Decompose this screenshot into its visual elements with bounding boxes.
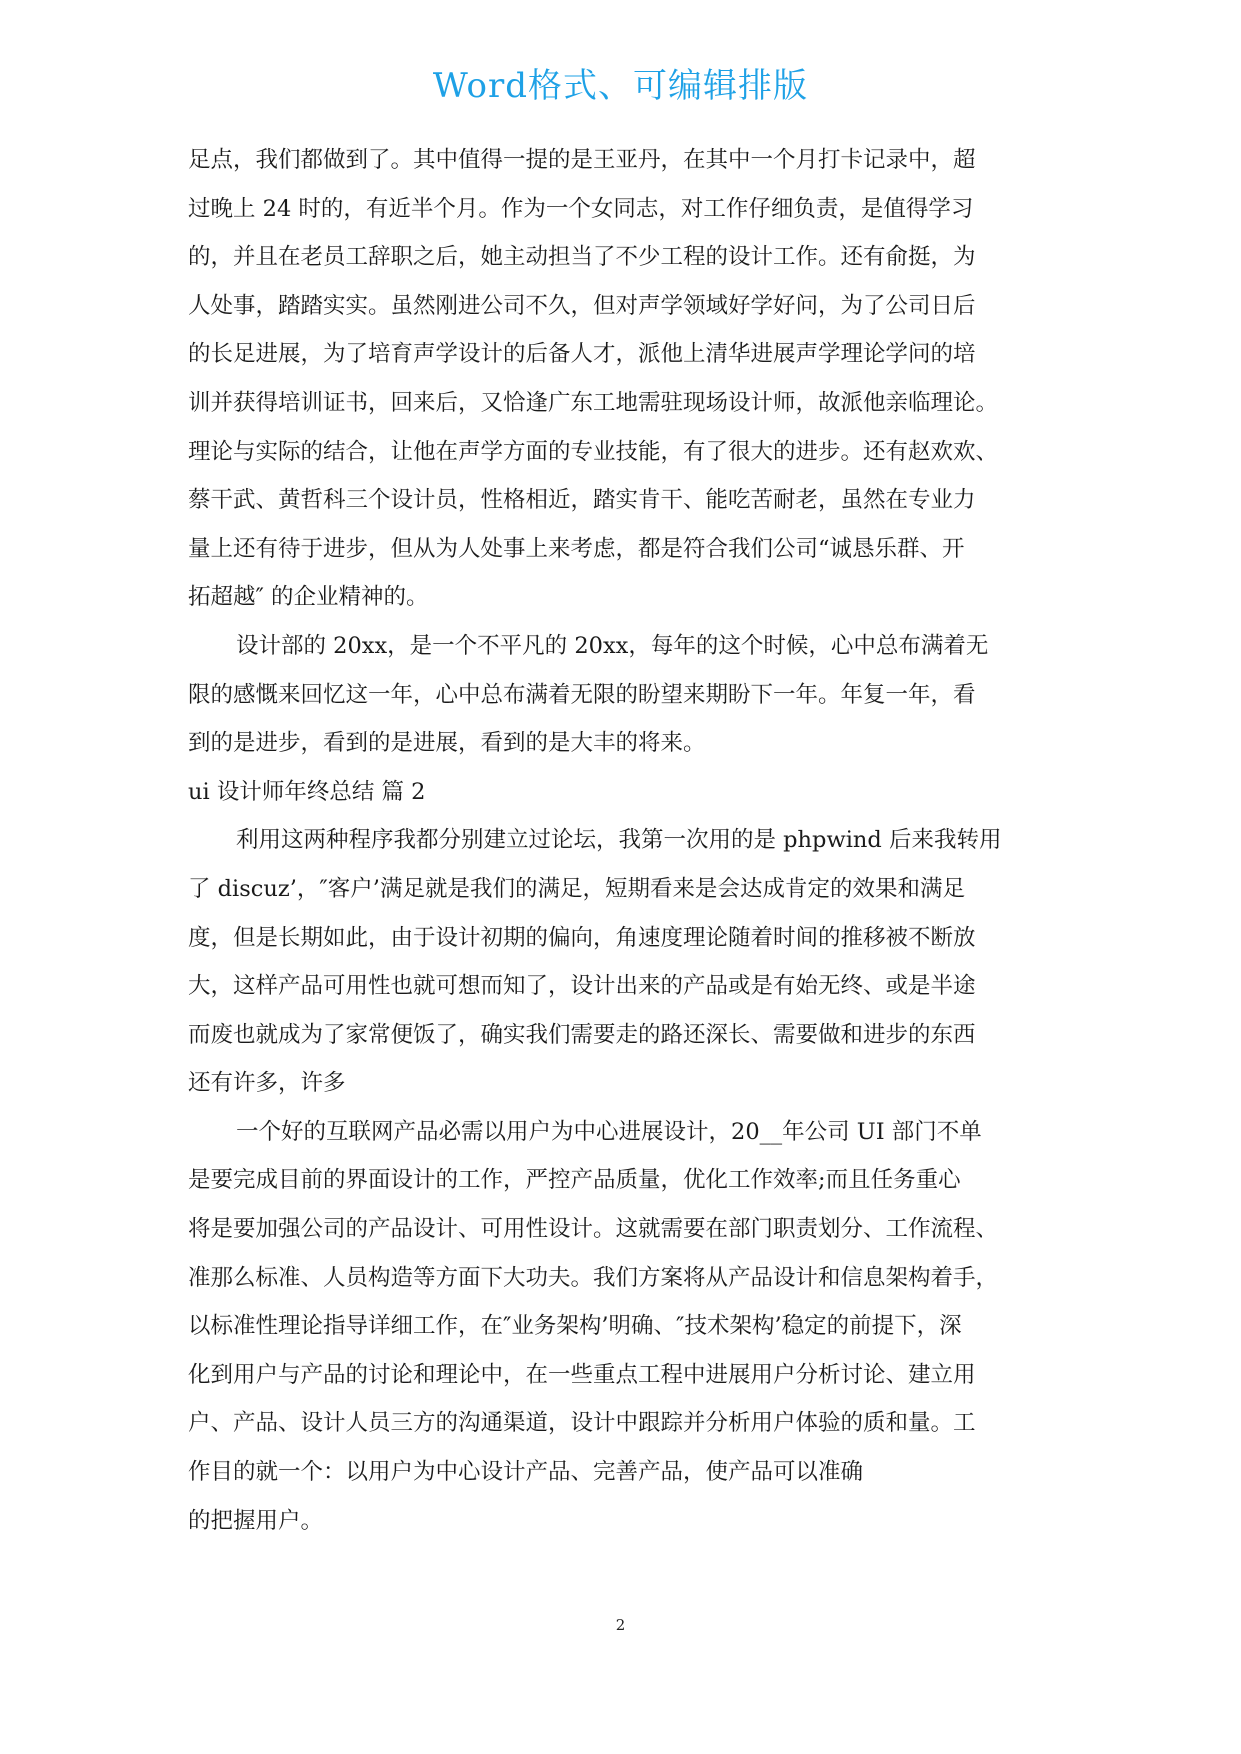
section-heading [188,768,1056,817]
paragraph-2 [188,622,1056,768]
text-line: 蔡干武、黄哲科三个设计员，性格相近，踏实肯干、能吃苦耐老，虽然在专业力 [188,487,976,514]
text-line: 而废也就成为了家常便饭了，确实我们需要走的路还深长、需要做和进步的东西 [188,1021,976,1048]
paragraph-4 [188,1108,1056,1545]
text-line: 设计部的 20xx，是一个不平凡的 20xx，每年的这个时候，心中总布满着无 [236,632,989,659]
paragraph-1 [188,136,1056,622]
text-line: 利用这两种程序我都分别建立过论坛，我第一次用的是 phpwind 后来我转用 [236,827,1002,854]
header-title: Word格式、可编辑排版 [432,66,809,106]
text-line: 是要完成目前的界面设计的工作，严控产品质量，优化工作效率;而且任务重心 [188,1167,961,1194]
text-line: 度，但是长期如此，由于设计初期的偏向，角速度理论随着时间的推移被不断放 [188,924,976,951]
text-line: 了 discuz’，″客户’满足就是我们的满足，短期看来是会达成肯定的效果和满足 [188,875,965,902]
text-line: 训并获得培训证书，回来后，又恰逢广东工地需驻现场设计师，故派他亲临理论。 [188,389,999,416]
text-line: 过晚上 24 时的，有近半个月。作为一个女同志，对工作仔细负责，是值得学习 [188,195,974,222]
text-line: 理论与实际的结合，让他在声学方面的专业技能，有了很大的进步。还有赵欢欢、 [188,438,999,465]
page-number: 2 [615,1616,626,1634]
text-line: 的把握用户。 [188,1507,324,1534]
text-line: 大，这样产品可用性也就可想而知了，设计出来的产品或是有始无终、或是半途 [188,973,976,1000]
text-line: 户、产品、设计人员三方的沟通渠道，设计中跟踪并分析用户体验的质和量。工 [188,1410,976,1437]
text-line: 作目的就一个：以用户为中心设计产品、完善产品，使产品可以准确 [188,1459,864,1486]
text-line: 的长足进展，为了培育声学设计的后备人才，派他上清华进展声学理论学问的培 [188,341,976,368]
text-line: 以标准性理论指导详细工作，在″业务架构’明确、″技术架构’稳定的前提下，深 [188,1313,962,1340]
paragraph-3 [188,816,1056,1108]
text-line: 的，并且在老员工辞职之后，她主动担当了不少工程的设计工作。还有俞挺，为 [188,244,976,271]
text-line: 足点，我们都做到了。其中值得一提的是王亚丹，在其中一个月打卡记录中，超 [188,147,976,173]
text-line: 拓超越″ 的企业精神的。 [188,584,429,611]
text-line: 量上还有待于进步，但从为人处事上来考虑，都是符合我们公司“诚恳乐群、开 [188,535,965,562]
text-line: 限的感慨来回忆这一年，心中总布满着无限的盼望来期盼下一年。年复一年，看 [188,681,976,708]
text-line: 准那么标准、人员构造等方面下大功夫。我们方案将从产品设计和信息架构着手， [188,1264,999,1291]
text-line: 人处事，踏踏实实。虽然刚进公司不久，但对声学领域好学好问，为了公司日后 [188,292,976,319]
text-line: 将是要加强公司的产品设计、可用性设计。这就需要在部门职责划分、工作流程、 [188,1216,999,1243]
document-body [188,136,1056,1545]
text-line: 还有许多，许多 [188,1070,346,1097]
text-line: 一个好的互联网产品必需以用户为中心进展设计，20__年公司 UI 部门不单 [236,1118,982,1145]
section-heading-text: ui 设计师年终总结 篇 2 [188,778,426,805]
text-line: 化到用户与产品的讨论和理论中，在一些重点工程中进展用户分析讨论、建立用 [188,1361,976,1388]
text-line: 到的是进步，看到的是进展，看到的是大丰的将来。 [188,730,706,757]
